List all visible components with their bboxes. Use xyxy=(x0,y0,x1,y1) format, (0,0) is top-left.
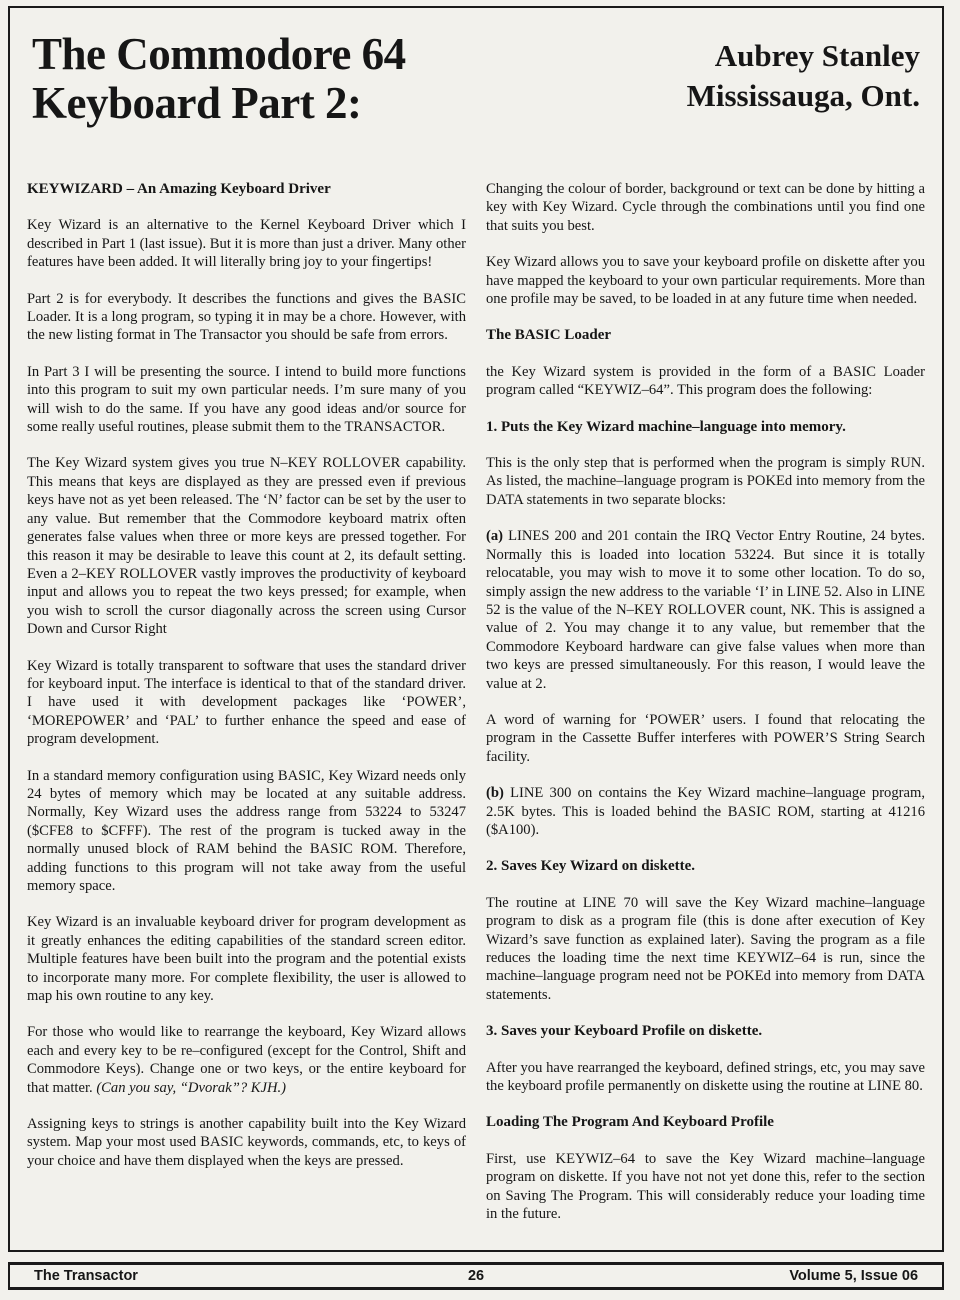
article-body xyxy=(27,180,925,1223)
article-paragraph: Changing the colour of border, background or text can be done by hitting a key with Key Wizard. Cycle through the combinations until you find one that suits you best. xyxy=(486,181,925,234)
section-heading: The BASIC Loader xyxy=(486,327,612,344)
article-paragraph: Assigning keys to strings is another capability built into the Key Wizard system. Map your most used BASIC keywords, commands, etc, to keys of your choice and have them displayed when the keys are pressed. xyxy=(27,1116,466,1169)
page-frame xyxy=(8,6,944,1252)
article-paragraph: (b) LINE 300 on contains the Key Wizard machine–language program, 2.5K bytes. This is loaded behind the BASIC ROM, starting at 41216 ($A100). xyxy=(486,785,925,838)
article-paragraph: Key Wizard is totally transparent to software that uses the standard driver for keyboard input. The interface is identical to that of the standard driver. I have used it with development packages like ‘POWER’, ‘MOREPOWER’ and ‘PAL’ to further enhance the speed and ease of program development. xyxy=(27,657,466,748)
article-paragraph: For those who would like to rearrange the keyboard, Key Wizard allows each and every key to be re–configured (except for the Control, Shift and Commodore Keys). Change one or two keys, or the entire keyboard for that matter. (Can you say, “Dvorak”? KJH.) xyxy=(27,1024,466,1096)
masthead xyxy=(32,30,920,128)
article-paragraph: (a) LINES 200 and 201 contain the IRQ Vector Entry Routine, 24 bytes. Normally this is loaded into location 53224. But since it is totally relocatable, you may wish to move it to some other location. To do so, simply assign the new address to the variable ‘I’ in LINE 52. Also in LINE 52 is the value of the N–KEY ROLLOVER count, NK. This is assigned a value of 2. You may change it to any value, but remember that the Commodore Keyboard hardware can give false values when more than two keys are pressed simultaneously. For this reason, I would leave the value at 2. xyxy=(486,528,925,692)
author-name: Aubrey Stanley xyxy=(714,38,920,73)
section-heading: Loading The Program And Keyboard Profile xyxy=(486,1114,774,1131)
footer-volume-issue: Volume 5, Issue 06 xyxy=(789,1268,919,1284)
article-paragraph: Part 2 is for everybody. It describes the functions and gives the BASIC Loader. It is a long program, so typing it in may be a chore. However, with the new listing format in The Transactor you should be safe from errors. xyxy=(27,290,466,344)
article-paragraph: First, use KEYWIZ–64 to save the Key Wizard machine–language program on diskette. If you have not not yet done this, refer to the section on Saving The Program. This will considerably reduce your loading time in the future. xyxy=(486,1150,925,1223)
article-paragraph: Key Wizard is an invaluable keyboard driver for program development as it greatly enhances the editing capabilities of the standard screen editor. Multiple features have been built into the program and the potential exists to incorporate many more. For complete flexibility, the user is allowed to map his own routine to any key. xyxy=(27,914,466,1005)
article-paragraph: The routine at LINE 70 will save the Key Wizard machine–language program to disk as a program file (this is done after execution of Key Wizard’s save function as explained later). Saving the program as a file reduces the loading time the next time KEYWIZ–64 is run, since the machine–language program need not be POKEd into memory from DATA statements. xyxy=(486,894,925,1003)
article-paragraph: The Key Wizard system gives you true N–KEY ROLLOVER capability. This means that keys are displayed as they are pressed even if previous keys have not as yet been released. The ‘N’ factor can be set by the user to any value. But remember that the Commodore keyboard matrix often generates false values when three or more keys are pressed together. For this reason it may be desirable to leave this count at 2, its default setting. Even a 2–KEY ROLLOVER vastly improves the productivity of keyboard input and allows you to repeat the two keys pressed; for example, when you wish to scroll the cursor diagonally across the screen using Cursor Down and Cursor Right xyxy=(27,455,466,638)
article-paragraph: This is the only step that is performed when the program is simply RUN. As listed, the machine–language program is POKEd into memory from the DATA statements in two separate blocks: xyxy=(486,455,925,508)
article-paragraph: A word of warning for ‘POWER’ users. I found that relocating the program in the Cassette Buffer interferes with POWER’S String Search facility. xyxy=(486,711,925,765)
section-heading: 3. Saves your Keyboard Profile on diskette. xyxy=(486,1023,763,1040)
footer-page-number: 26 xyxy=(467,1268,485,1284)
article-paragraph: the Key Wizard system is provided in the form of a BASIC Loader program called “KEYWIZ–64”. This program does the following: xyxy=(486,363,925,399)
section-heading: KEYWIZARD – An Amazing Keyboard Driver xyxy=(27,181,331,197)
section-heading: 1. Puts the Key Wizard machine–language into memory. xyxy=(486,418,846,435)
article-paragraph: Key Wizard is an alternative to the Kernel Keyboard Driver which I described in Part 1 (last issue). But it is more than just a driver. Many other features have been added. It will literally bring joy to your fingertips! xyxy=(27,217,466,271)
column-right xyxy=(486,180,925,1223)
article-paragraph: In Part 3 I will be presenting the source. I intend to build more functions into this program to suit my own particular needs. I’m sure many of you will wish to do the same. If you have any good ideas and/or source for some really useful routines, please submit them to the TRANSACTOR. xyxy=(27,363,466,436)
section-heading: 2. Saves Key Wizard on diskette. xyxy=(486,858,696,875)
footer-bar xyxy=(8,1262,944,1290)
page-title xyxy=(32,30,406,128)
column-left xyxy=(27,180,466,1223)
article-paragraph: In a standard memory configuration using BASIC, Key Wizard needs only 24 bytes of memory which may be located at any suitable address. Normally, Key Wizard uses the address range from 53224 to 53247 ($CFE8 to $CFFF). The rest of the program is tucked away in the normally unused block of RAM behind the BASIC ROM. Therefore, adding functions to this program will not take away from the useful memory space. xyxy=(27,767,466,894)
footer-magazine-name: The Transactor xyxy=(34,1268,138,1284)
title-line-1: The Commodore 64 xyxy=(32,29,406,79)
article-paragraph: After you have rearranged the keyboard, defined strings, etc, you may save the keyboard profile permanently on diskette using the routine at LINE 80. xyxy=(486,1059,925,1095)
author-location: Mississauga, Ont. xyxy=(686,78,920,113)
article-paragraph: Key Wizard allows you to save your keyboard profile on diskette after you have mapped the keyboard to your own particular requirements. More than one profile may be saved, to be loaded in at any future time when needed. xyxy=(486,254,925,308)
title-line-2: Keyboard Part 2: xyxy=(32,78,362,128)
byline xyxy=(687,30,920,116)
